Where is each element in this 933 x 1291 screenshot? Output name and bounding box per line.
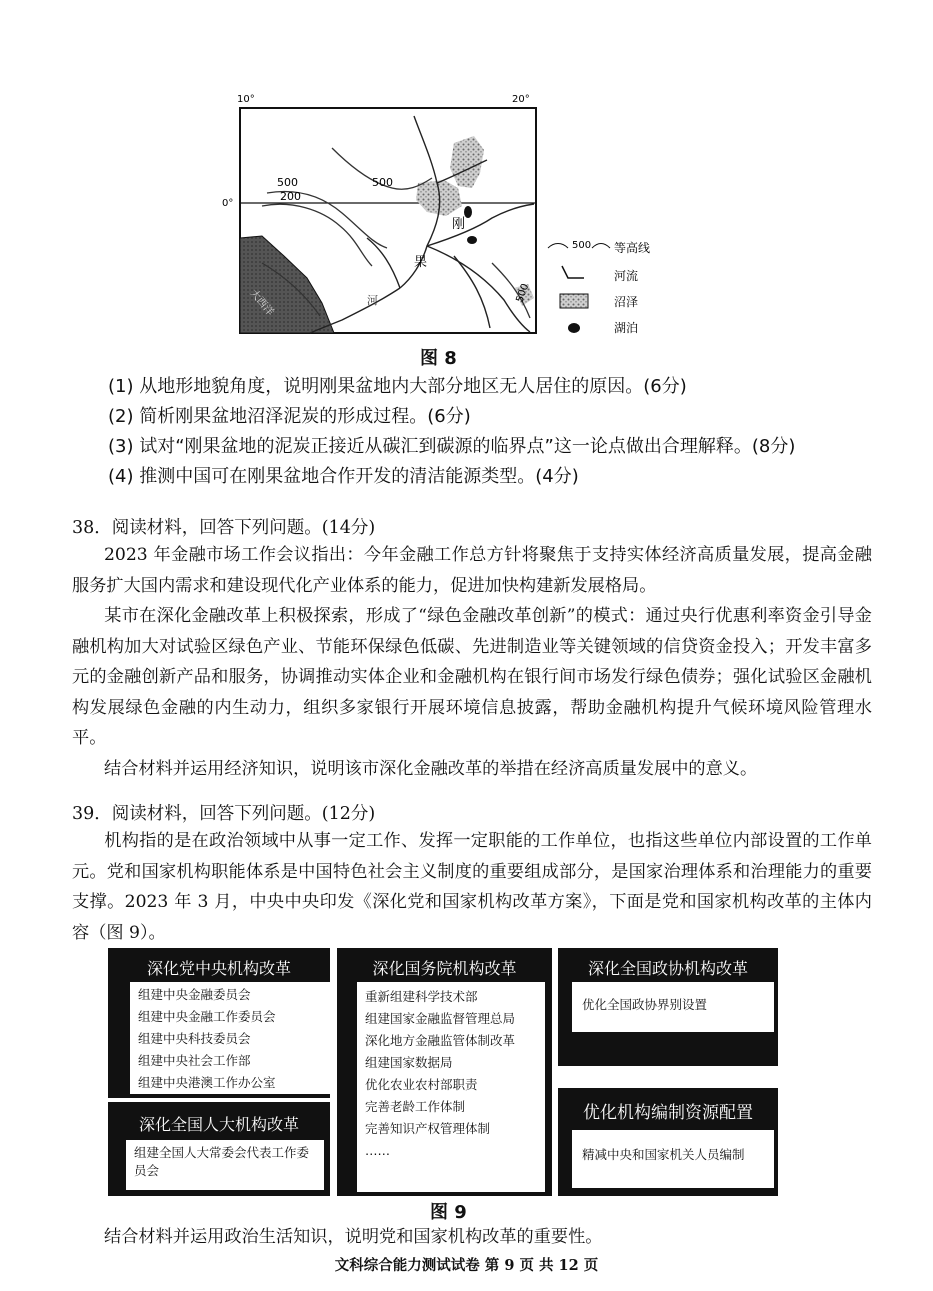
- river-label: 河: [367, 294, 378, 307]
- question-39-title: 39．阅读材料，回答下列问题。(12分): [72, 804, 376, 824]
- legend-swamp-icon: [560, 294, 588, 308]
- figure-8-caption: 图 8: [420, 348, 457, 369]
- map-svg: [222, 88, 652, 363]
- q38-paragraph-2: [72, 601, 872, 754]
- fig9-box-title: 深化全国政协机构改革: [587, 959, 748, 978]
- fig9-item: 完善知识产权管理体制: [365, 1121, 491, 1136]
- q39-paragraph-1: [72, 826, 872, 948]
- fig9-item: 组建国家数据局: [365, 1055, 453, 1070]
- fig9-item: 员会: [134, 1163, 160, 1178]
- fig9-item: 组建中央港澳工作办公室: [138, 1075, 276, 1090]
- fig9-item: 完善老龄工作体制: [365, 1099, 466, 1114]
- fig9-item: 组建全国人大常委会代表工作委: [134, 1145, 310, 1160]
- q38-p1-text: 2023 年金融市场工作会议指出：今年金融工作总方针将聚焦于支持实体经济高质量发展，提高金融服务扩大国内需求和建设现代化产业体系的能力，促进加快构建新发展格局。: [72, 545, 872, 596]
- fig9-box-state-council: [337, 948, 552, 1196]
- fig9-box-title: 优化机构编制资源配置: [583, 1103, 753, 1123]
- q38-paragraph-3: [72, 754, 872, 785]
- page-footer: 文科综合能力测试试卷 第 9 页 共 12 页: [334, 1257, 599, 1274]
- fig9-item: 深化地方金融监管体制改革: [365, 1033, 516, 1048]
- fig9-box-staffing: [558, 1088, 778, 1196]
- legend-contour-label: 等高线: [614, 241, 651, 255]
- question-37-2: (2) 简析刚果盆地沼泽泥炭的形成过程。(6分): [108, 406, 471, 427]
- fig9-item: 精减中央和国家机关人员编制: [582, 1147, 745, 1162]
- fig9-item: 组建中央科技委员会: [138, 1031, 251, 1046]
- question-38-material: [72, 540, 872, 784]
- question-39-prompt: [72, 1222, 872, 1253]
- fig9-item: 优化全国政协界别设置: [582, 997, 708, 1012]
- fig9-box-list: [126, 1140, 324, 1190]
- lon-right-label: 20°: [512, 94, 530, 105]
- contour-label: 200: [280, 190, 301, 203]
- contour-label: 500: [372, 176, 393, 189]
- contour-label: 500: [277, 176, 298, 189]
- q38-paragraph-1: [72, 540, 872, 601]
- legend-swamp-label: 沼泽: [614, 295, 639, 309]
- fig9-box-cppcc: [558, 948, 778, 1066]
- lake-2: [467, 236, 477, 244]
- fig9-item: 组建中央金融委员会: [138, 987, 251, 1002]
- contour-label: 500: [514, 282, 532, 305]
- legend-lake-icon: [568, 323, 580, 333]
- fig9-item: 重新组建科学技术部: [365, 989, 478, 1004]
- fig9-box-list: [130, 982, 333, 1094]
- legend-contour-value: 500: [572, 240, 592, 251]
- question-37-3: (3) 试对“刚果盆地的泥炭正接近从碳汇到碳源的临界点”这一论点做出合理解释。(8分): [108, 436, 796, 457]
- legend-river-icon: [562, 266, 584, 278]
- q38-p3-text: 结合材料并运用经济知识，说明该市深化金融改革的举措在经济高质量发展中的意义。: [104, 758, 758, 779]
- figure-9-caption: 图 9: [430, 1202, 467, 1223]
- fig9-item: ……: [365, 1143, 390, 1158]
- fig9-item: 组建中央社会工作部: [138, 1053, 251, 1068]
- fig9-box-list: [572, 1130, 774, 1188]
- question-38-title: 38．阅读材料，回答下列问题。(14分): [72, 518, 376, 538]
- q39-p1-text: 机构指的是在政治领域中从事一定工作、发挥一定职能的工作单位，也指这些单位内部设置的工作单元。党和国家机构职能体系是中国特色社会主义制度的重要组成部分，是国家治理体系和治理能力的重要支撑。2023 年 3 月，中央中央印发《深化党和国家机构改革方案》，下面是党和国家机构改革的主体内容（图 9）。: [72, 831, 872, 943]
- fig9-item: 组建国家金融监督管理总局: [365, 1011, 516, 1026]
- fig9-box-title: 深化党中央机构改革: [146, 959, 291, 978]
- fig9-box-npc: [108, 1102, 330, 1196]
- legend-river-label: 河流: [614, 269, 639, 283]
- q38-p2-text: 某市在深化金融改革上积极探索，形成了“绿色金融改革创新”的模式：通过央行优惠利率资金引导金融机构加大对试验区绿色产业、节能环保绿色低碳、先进制造业等关键领域的信贷资金投入；开发丰富多元的金融创新产品和服务，协调推动实体企业和金融机构在银行间市场发行绿色债券；强化试验区金融机构发展绿色金融的内生动力，组织多家银行开展环境信息披露，帮助金融机构提升气候环境风险管理水平。: [72, 606, 872, 748]
- fig9-box-list: [572, 982, 774, 1032]
- fig9-box-list: [357, 982, 545, 1192]
- fig9-box-title: 深化国务院机构改革: [372, 959, 517, 978]
- lon-left-label: 10°: [237, 94, 255, 105]
- fig9-item: 优化农业农村部职责: [365, 1077, 478, 1092]
- lake-1: [464, 206, 472, 218]
- basin-label: 刚: [452, 217, 466, 232]
- sea-label: 大西洋: [247, 287, 276, 318]
- question-37-1: (1) 从地形地貌角度，说明刚果盆地内大部分地区无人居住的原因。(6分): [108, 376, 687, 397]
- fig9-item: 组建中央金融工作委员会: [138, 1009, 276, 1024]
- lat-zero-label: 0°: [222, 198, 234, 209]
- map-legend: [548, 240, 650, 335]
- question-39-material: [72, 826, 872, 948]
- q39-prompt-text: 结合材料并运用政治生活知识，说明党和国家机构改革的重要性。: [104, 1227, 603, 1247]
- question-37-4: (4) 推测中国可在刚果盆地合作开发的清洁能源类型。(4分): [108, 466, 579, 487]
- fig9-box-party-central: [108, 948, 330, 1098]
- basin-label: 果: [414, 255, 428, 270]
- legend-lake-label: 湖泊: [614, 321, 639, 335]
- congo-basin-map: [222, 88, 652, 363]
- fig9-box-title: 深化全国人大机构改革: [138, 1115, 299, 1134]
